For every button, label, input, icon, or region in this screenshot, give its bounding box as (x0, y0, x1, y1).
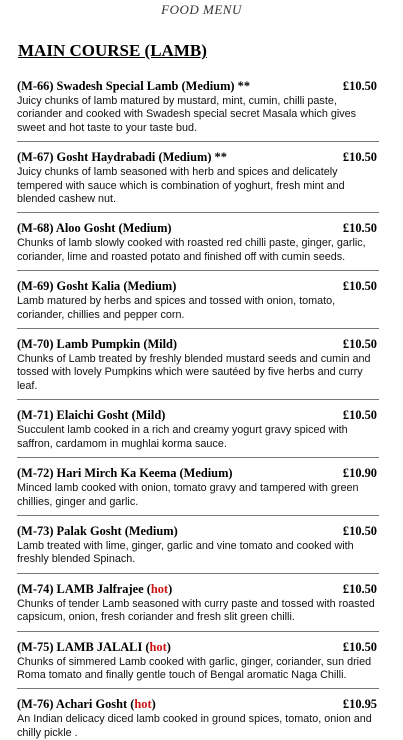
menu-item-price: £10.90 (342, 466, 377, 481)
menu-item-header (17, 79, 379, 94)
menu-item-price: £10.50 (342, 581, 377, 596)
menu-item-name-end: ) (166, 639, 171, 654)
menu-item-header (17, 279, 379, 294)
menu-item (17, 524, 379, 567)
menu-item-description: Chunks of Lamb treated by freshly blended mustard seeds and cumin and tossed with lovely Pumpkins which were sautéed by five herbs and curry leaf. (17, 353, 371, 392)
item-divider (17, 573, 379, 574)
item-divider (17, 328, 379, 329)
menu-item-header (17, 640, 379, 655)
menu-item-name (17, 697, 156, 711)
item-divider (17, 141, 379, 142)
menu-item-price: £10.50 (342, 279, 377, 294)
item-divider (17, 270, 379, 271)
menu-item-header (17, 466, 379, 481)
hot-label: hot (149, 639, 167, 654)
section-title: MAIN COURSE (LAMB) (18, 41, 207, 60)
menu-item-price: £10.50 (342, 523, 377, 538)
menu-item-description: Lamb matured by herbs and spices and tossed with onion, tomato, coriander, chillies and pepper corn. (17, 295, 336, 321)
menu-item-name: (M-72) Hari Mirch Ka Keema (Medium) (17, 466, 233, 481)
menu-item-description: Juicy chunks of lamb matured by mustard, mint, cumin, chilli paste, coriander and cooked with Swadesh special secret Masala which gives sweet and hot taste to your taste bud. (17, 95, 357, 134)
menu-item-description: Lamb treated with lime, ginger, garlic and vine tomato and cooked with freshly blended Spinach. (17, 539, 354, 566)
menu-item (17, 697, 379, 740)
menu-item-price: £10.50 (342, 337, 377, 352)
item-divider (17, 457, 379, 458)
item-divider (17, 399, 379, 400)
menu-item-description: An Indian delicacy diced lamb cooked in ground spices, tomato, onion and chilly pickle . (17, 713, 372, 739)
menu-item-name-text: (M-74) LAMB Jalfrajee ( (17, 581, 151, 596)
menu-item (17, 337, 379, 393)
menu-item-description: Chunks of lamb slowly cooked with roasted red chilli paste, ginger, garlic, coriander, lime and roasted potato and finished off with cumin seeds. (17, 237, 366, 263)
item-divider (17, 515, 379, 516)
menu-item-header (17, 337, 379, 352)
menu-item-name: (M-66) Swadesh Special Lamb (Medium) ** (17, 79, 251, 93)
menu-item-description: Chunks of tender Lamb seasoned with curry paste and tossed with roasted capsicum, onion, fresh coriander and fresh slit green chilli. (17, 597, 375, 624)
menu-item-header (17, 524, 379, 539)
menu-item-name-text: (M-76) Achari Gosht ( (17, 697, 135, 712)
menu-item-header (17, 221, 379, 236)
menu-item-name: (M-73) Palak Gosht (Medium) (17, 523, 178, 538)
item-divider (17, 212, 379, 213)
menu-item-name-end: ) (168, 581, 173, 596)
item-divider (17, 688, 379, 689)
menu-item-price: £10.50 (342, 79, 377, 93)
menu-item-header (17, 150, 379, 165)
menu-item (17, 79, 379, 135)
menu-items-list (17, 79, 379, 740)
menu-item-name-text: (M-75) LAMB JALALI ( (17, 639, 150, 654)
menu-item-name: (M-69) Gosht Kalia (Medium) (17, 279, 177, 294)
menu-item-description: Minced lamb cooked with onion, tomato gravy and tampered with green chillies, ginger and garlic. (17, 482, 359, 508)
menu-item-name (17, 582, 172, 596)
hot-label: hot (134, 697, 152, 712)
menu-item-name: (M-67) Gosht Haydrabadi (Medium) ** (17, 150, 227, 165)
menu-item-header (17, 582, 379, 597)
hot-label: hot (150, 581, 169, 596)
menu-item-price: £10.50 (342, 221, 377, 236)
menu-item-name: (M-68) Aloo Gosht (Medium) (17, 221, 172, 236)
page-header: FOOD MENU (161, 2, 242, 17)
menu-item-description: Succulent lamb cooked in a rich and creamy yogurt gravy spiced with saffron, cardamom in mughlai korma sauce. (17, 424, 348, 450)
menu-item-name-end: ) (151, 697, 156, 712)
menu-item (17, 408, 379, 451)
menu-item (17, 582, 379, 625)
menu-item-name: (M-70) Lamb Pumpkin (Mild) (17, 337, 178, 352)
menu-item-price: £10.50 (342, 408, 377, 423)
menu-item (17, 221, 379, 264)
menu-item (17, 466, 379, 509)
menu-item-header (17, 408, 379, 423)
menu-item-description: Juicy chunks of lamb seasoned with herb and spices and delicately tempered with sauce which is combination of yoghurt, fresh mint and blended cashew nut. (17, 166, 345, 206)
menu-item-name (17, 640, 171, 654)
menu-item-price: £10.50 (342, 639, 377, 654)
menu-item-price: £10.50 (342, 150, 377, 165)
menu-item-description: Chunks of simmered Lamb cooked with garlic, ginger, coriander, sun dried Roma tomato and finally gentle touch of Bengal aromatic Naga Chilli. (17, 655, 372, 681)
item-divider (17, 631, 379, 632)
menu-item-name: (M-71) Elaichi Gosht (Mild) (17, 408, 166, 423)
menu-item (17, 150, 379, 206)
menu-item (17, 640, 379, 683)
menu-item-price: £10.95 (342, 697, 377, 712)
menu-item (17, 279, 379, 322)
